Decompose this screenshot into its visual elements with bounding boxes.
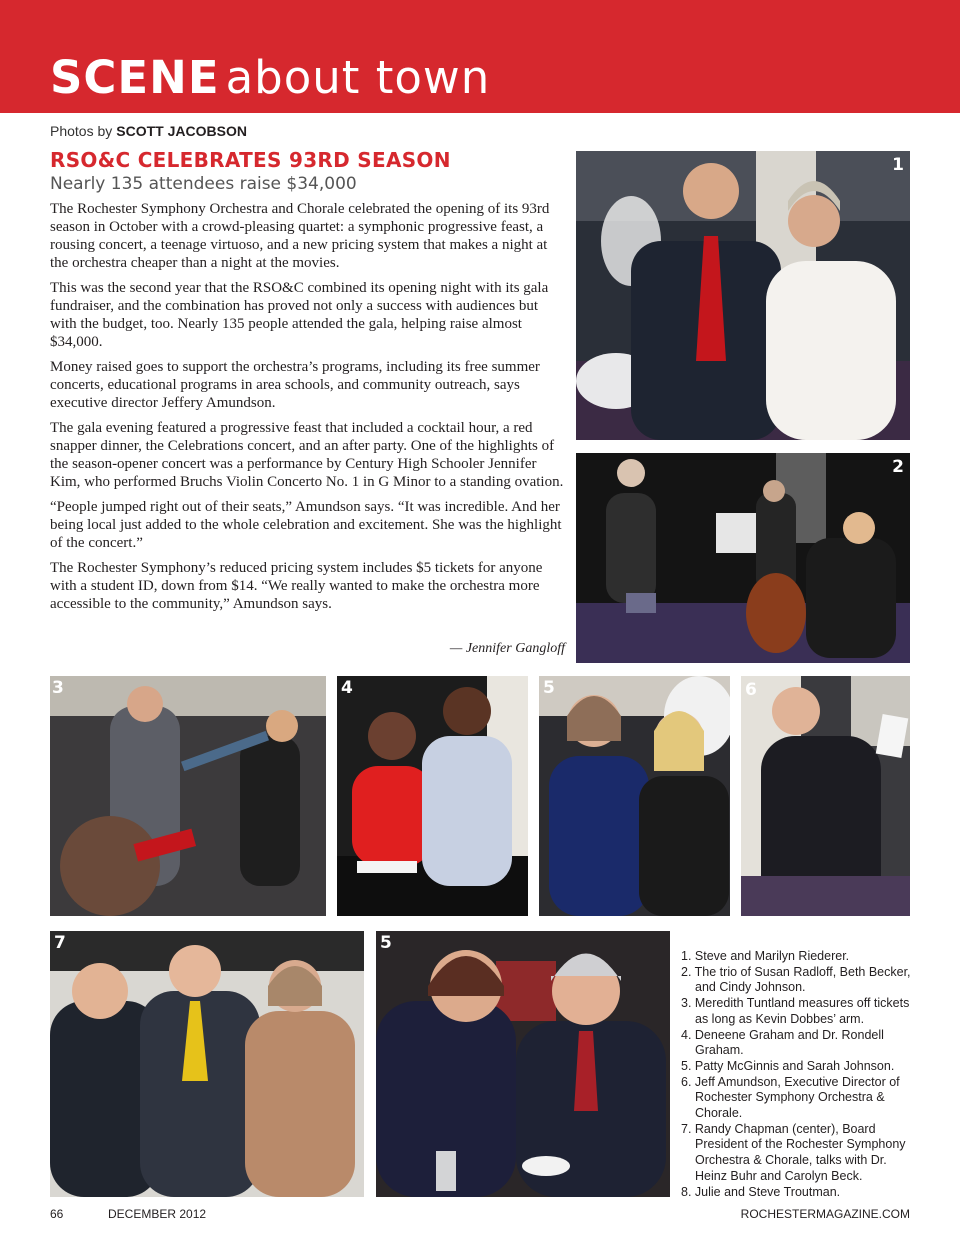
website: ROCHESTERMAGAZINE.COM [740,1207,910,1221]
section-banner [0,0,960,113]
article-paragraph: The gala evening featured a progressive feast that included a cocktail hour, a red snapper dinner, the Celebrations concert, and an after party. One of the highlights of the season-opener concert was a performance by Century High Schooler Jennifer Kim, who performed Bruchs Violin Concerto No. 1 in G Minor to a standing ovation. [50,420,564,490]
photo-number-1: 1 [892,155,904,175]
article-body [50,200,566,620]
article-paragraph: This was the second year that the RSO&C combined its opening night with its gala fundraiser, and the combination has proved not only a success with audiences but with the budget, too. Nearly 135 people attended the gala, helping raise almost $34,000. [50,280,549,350]
photo-4 [337,676,528,916]
photo-3 [50,676,326,916]
article-headline: RSO&C CELEBRATES 93RD SEASON [50,148,451,172]
photo-captions [681,949,921,1200]
photo-5 [539,676,730,916]
caption-item: 8. Julie and Steve Troutman. [681,1184,841,1199]
photo-8 [376,931,670,1197]
caption-item: 7. Randy Chapman (center), Board President of the Rochester Symphony Orchestra & Chorale, talks with Dr. Heinz Buhr and Carolyn Beck. [681,1121,906,1183]
caption-item: 5. Patty McGinnis and Sarah Johnson. [681,1058,895,1073]
photo-number-3: 3 [52,678,64,698]
section-title-light: about town [225,51,491,104]
photo-6 [741,676,910,916]
caption-item: 3. Meredith Tuntland measures off tickets as long as Kevin Dobbes’ arm. [681,996,910,1026]
article-paragraph: The Rochester Symphony’s reduced pricing system includes $5 tickets for anyone with a student ID, down from $14. “We really wanted to make the orchestra more accessible to the community,” Amundson says. [50,560,543,612]
article-subhead: Nearly 135 attendees raise $34,000 [50,174,357,194]
caption-item: 4. Deneene Graham and Dr. Rondell Graham. [681,1027,884,1058]
photo-credit [50,123,247,139]
photo-1 [576,151,910,440]
page-number: 66 [50,1207,64,1221]
article-paragraph: The Rochester Symphony Orchestra and Chorale celebrated the opening of its 93rd season in October with a crowd-pleasing quartet: a symphonic progressive feast, a rousing concert, a teenage virtuoso, and a new pricing system that makes a night at the orchestra cheaper than a night at the movies. [50,201,550,271]
photo-7 [50,931,364,1197]
caption-item: 1. Steve and Marilyn Riederer. [681,949,850,963]
article-byline: — Jennifer Gangloff [449,641,565,656]
article-paragraph: Money raised goes to support the orchestra’s programs, including its free summer concerts, educational programs in area schools, and community outreach, says executive director Jeffery Amundson. [50,359,540,411]
photo-number-2: 2 [892,457,904,477]
photo-number-5: 5 [543,678,555,698]
photo-credit-prefix: Photos by [50,123,113,139]
article-paragraph: “People jumped right out of their seats,” Amundson says. “It was incredible. And her being local just added to the whole celebration and excitement. She was the highlight of the concert.” [50,499,562,551]
photo-number-4: 4 [341,678,353,698]
caption-item: 2. The trio of Susan Radloff, Beth Becker, and Cindy Johnson. [681,964,911,995]
section-title [50,50,490,106]
photo-number-6: 6 [745,680,757,700]
caption-item: 6. Jeff Amundson, Executive Director of Rochester Symphony Orchestra & Chorale. [681,1074,900,1121]
photo-number-8: 5 [380,933,392,953]
photo-number-7: 7 [54,933,66,953]
section-title-bold: SCENE [50,51,220,104]
photo-2 [576,453,910,663]
issue-date: DECEMBER 2012 [108,1207,207,1221]
photographer-name: SCOTT JACOBSON [116,123,247,139]
